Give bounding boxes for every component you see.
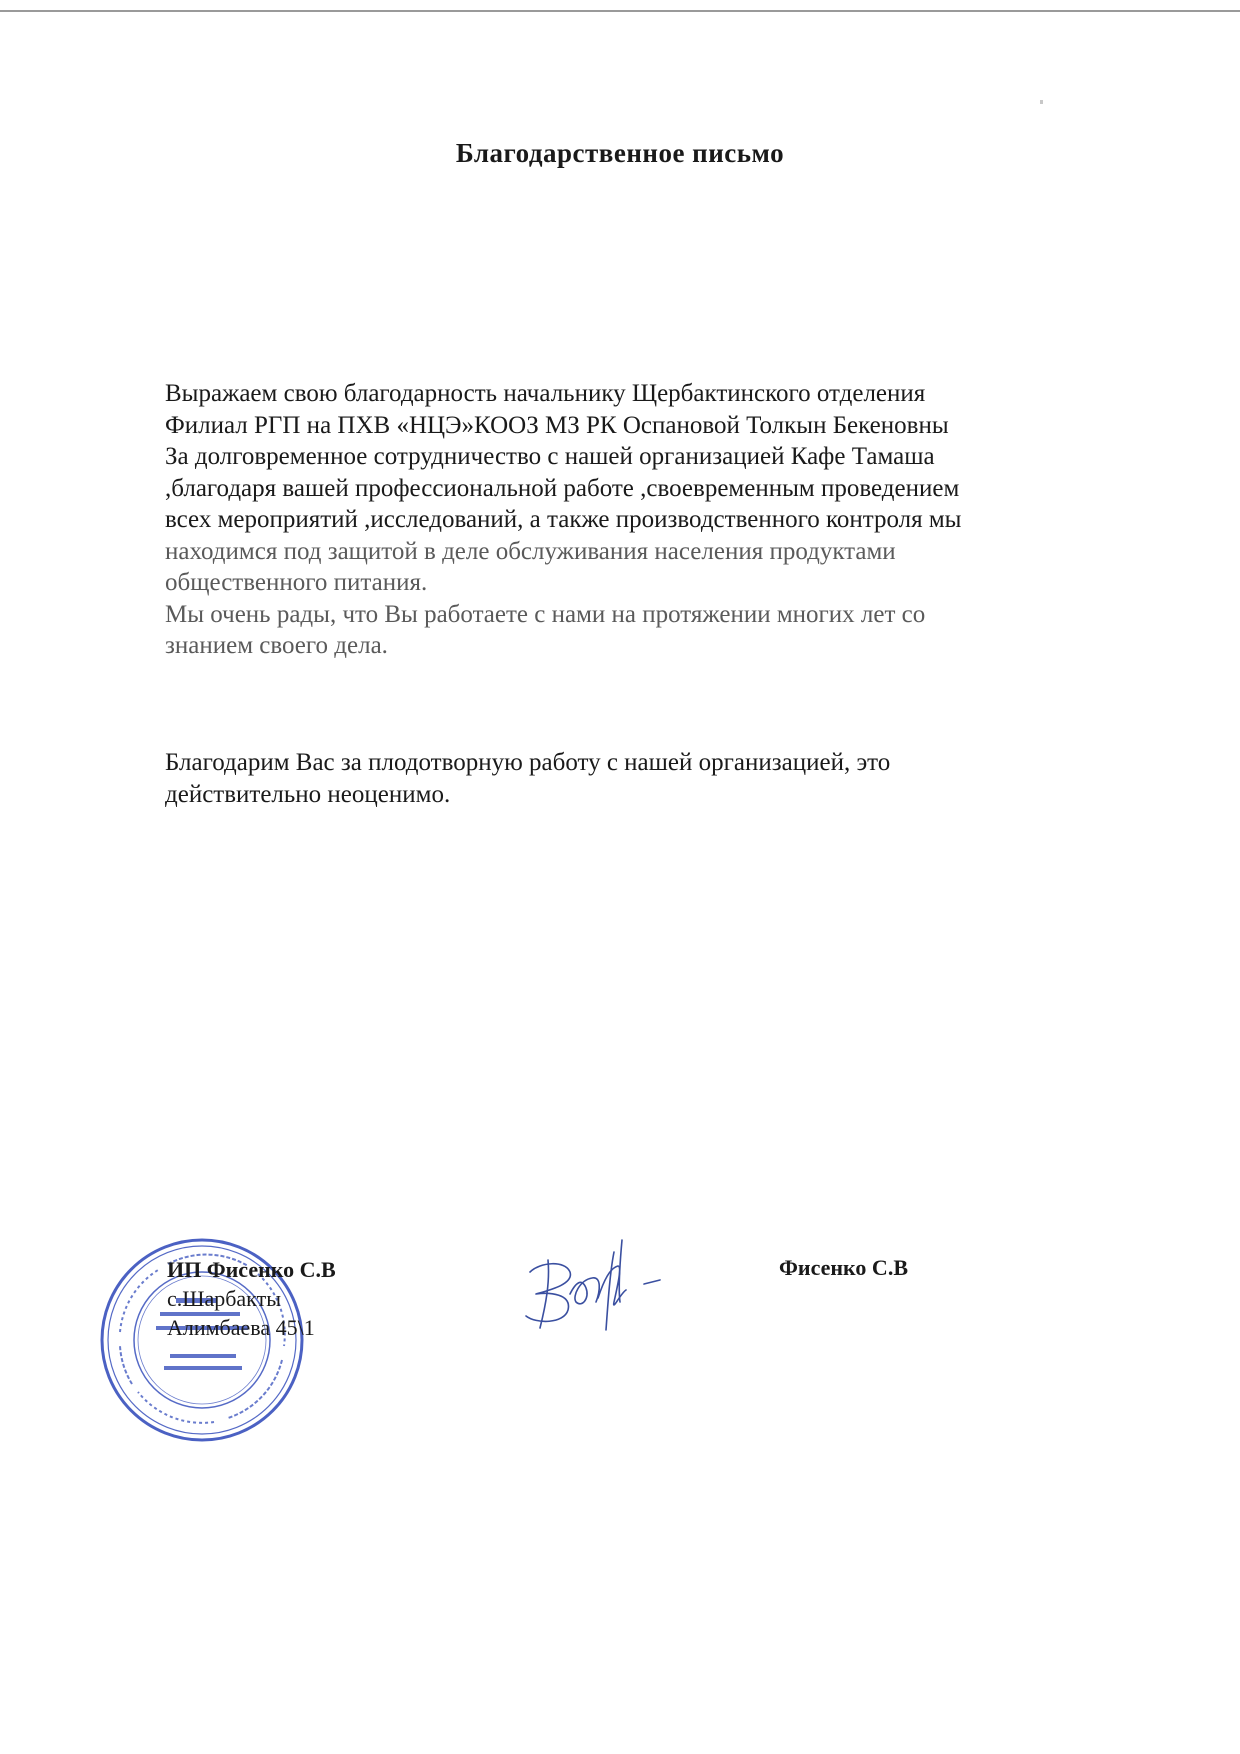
signer-name: Фисенко С.В	[779, 1255, 908, 1280]
letter-body	[165, 378, 1125, 662]
sender-village: с.Шарбакты	[167, 1286, 281, 1311]
body-line: Выражаем свою благодарность начальнику Щербактинского отделения	[165, 380, 926, 407]
sender-block	[167, 1255, 336, 1342]
signature-graphic	[510, 1232, 690, 1342]
scan-speck	[1040, 100, 1043, 104]
body-line: всех мероприятий ,исследований, а также производственного контроля мы	[165, 506, 962, 533]
body-line: знанием своего дела.	[165, 632, 388, 659]
body-line: общественного питания.	[165, 569, 428, 596]
letter-closing	[165, 747, 1125, 810]
body-line: Филиал РГП на ПХВ «НЦЭ»КООЗ МЗ РК Оспановой Толкын Бекеновны	[165, 411, 949, 439]
closing-line: действительно неоценимо.	[165, 780, 451, 808]
scan-edge-line	[0, 10, 1240, 12]
body-line: Мы очень рады, что Вы работаете с нами на протяжении многих лет со	[165, 600, 926, 628]
document-title: Благодарственное письмо	[455, 138, 785, 168]
sender-street: Алимбаева 45\1	[167, 1315, 315, 1340]
closing-line: Благодарим Вас за плодотворную работу с нашей организацией, это	[165, 749, 891, 776]
body-line: За долговременное сотрудничество с нашей организацией Кафе Тамаша	[165, 443, 935, 470]
sender-name: ИП Фисенко С.В	[167, 1257, 336, 1282]
handwritten-signature	[510, 1232, 690, 1342]
body-line: находимся под защитой в деле обслуживания населения продуктами	[165, 537, 896, 565]
body-line: ,благодаря вашей профессиональной работе ,своевременным проведением	[165, 474, 960, 502]
